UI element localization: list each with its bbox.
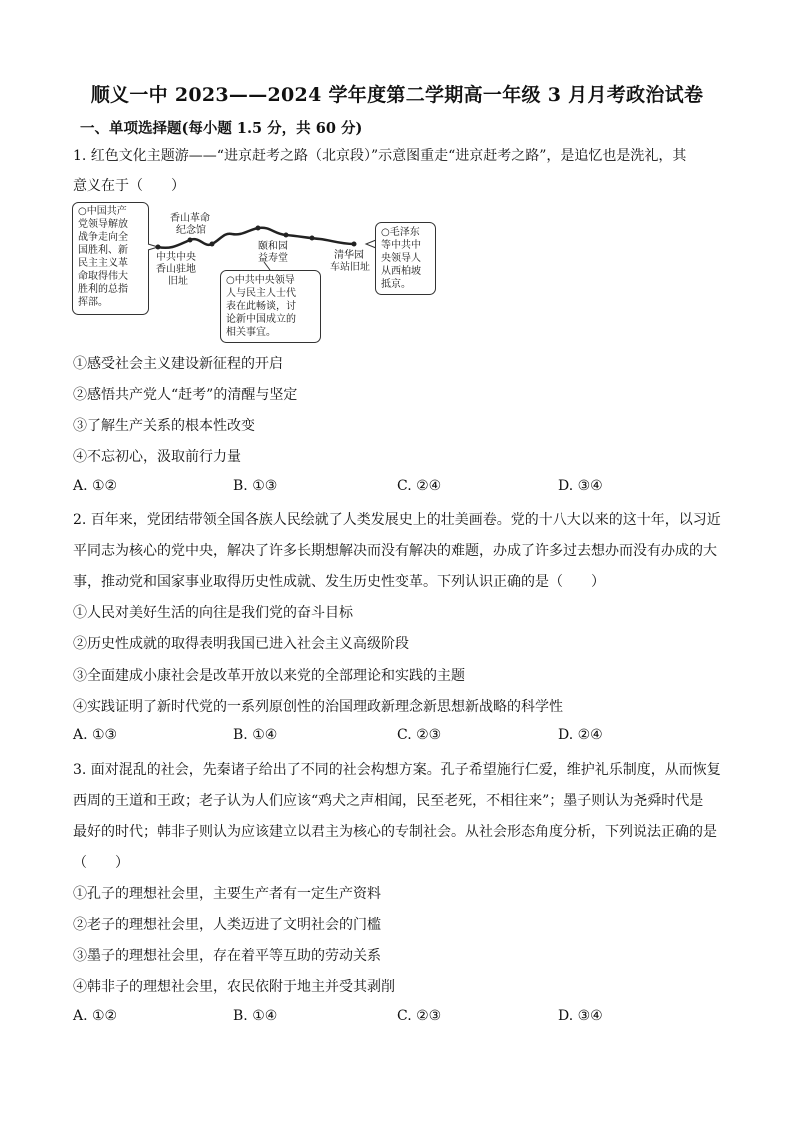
q1-stem-line: 意义在于（ ） <box>73 178 185 194</box>
svg-text:○中共中央领导: ○中共中央领导 <box>226 275 295 286</box>
svg-text:香山革命: 香山革命 <box>170 213 210 224</box>
q1-item-1: ①感受社会主义建设新征程的开启 <box>73 356 283 372</box>
svg-text:胜利的总指: 胜利的总指 <box>78 284 128 295</box>
q2-option-b[interactable]: B. ①④ <box>233 727 278 743</box>
q2-stem-line: 平同志为核心的党中央，解决了许多长期想解决而没有解决的难题，办成了许多过去想办而没有办成的大 <box>73 543 717 559</box>
svg-text:益寿堂: 益寿堂 <box>258 253 288 264</box>
route-point <box>352 242 357 247</box>
q3-item-2: ②老子的理想社会里，人类迈进了文明社会的门槛 <box>73 917 381 933</box>
label-qinghua <box>330 248 370 273</box>
svg-text:民主主义革: 民主主义革 <box>78 258 128 269</box>
svg-text:清华园: 清华园 <box>334 250 364 261</box>
route-point <box>284 233 289 238</box>
svg-text:纪念馆: 纪念馆 <box>176 225 206 236</box>
route-point <box>210 242 215 247</box>
q2-item-1: ①人民对美好生活的向往是我们党的奋斗目标 <box>73 605 353 621</box>
q2-item-2: ②历史性成就的取得表明我国已进入社会主义高级阶段 <box>73 636 409 652</box>
label-xiangshan-site <box>156 250 196 287</box>
svg-text:车站旧址: 车站旧址 <box>330 262 370 273</box>
q3-option-c[interactable]: C. ②③ <box>397 1008 442 1024</box>
svg-text:抵京。: 抵京。 <box>381 279 411 290</box>
q3-stem-line: 西周的王道和王政；老子认为人们应该“鸡犬之声相闻，民至老死，不相往来”；墨子则认为尧舜时代是 <box>73 793 704 809</box>
q1-option-b[interactable]: B. ①③ <box>233 478 278 494</box>
q3-item-1: ①孔子的理想社会里，主要生产者有一定生产资料 <box>73 886 381 902</box>
svg-text:等中共中: 等中共中 <box>381 240 421 251</box>
q1-route-diagram <box>72 200 438 345</box>
exam-title: 顺义一中 2023——2024 学年度第二学期高一年级 3 月月考政治试卷 <box>90 84 704 106</box>
route-point <box>156 245 161 250</box>
q1-stem-line: 1. 红色文化主题游——“进京赶考之路（北京段）”示意图重走“进京赶考之路”，是追忆也是洗礼，其 <box>73 148 687 164</box>
q1-option-d[interactable]: D. ③④ <box>558 478 603 494</box>
svg-text:中共中央: 中共中央 <box>156 252 196 263</box>
svg-text:从西柏坡: 从西柏坡 <box>381 266 421 277</box>
q3-item-3: ③墨子的理想社会里，存在着平等互助的劳动关系 <box>73 948 381 964</box>
svg-text:战争走向全: 战争走向全 <box>78 232 128 243</box>
svg-text:论新中国成立的: 论新中国成立的 <box>226 314 296 325</box>
route-point <box>256 226 261 231</box>
svg-text:○中国共产: ○中国共产 <box>78 206 127 217</box>
svg-text:香山驻地: 香山驻地 <box>156 264 196 275</box>
q2-stem-line: 事，推动党和国家事业取得历史性成就、发生历史性变革。下列认识正确的是（ ） <box>73 574 605 590</box>
q2-item-4: ④实践证明了新时代党的一系列原创性的治国理政新理念新思想新战略的科学性 <box>73 699 563 715</box>
q2-option-d[interactable]: D. ②④ <box>558 727 603 743</box>
svg-text:央领导人: 央领导人 <box>381 253 421 264</box>
q3-stem-line: 最好的时代；韩非子则认为应该建立以君主为核心的专制社会。从社会形态角度分析，下列说法正确的是 <box>73 824 717 840</box>
diagram-pointer-right <box>366 240 376 248</box>
label-yiheyuan <box>258 240 288 264</box>
q3-option-a[interactable]: A. ①② <box>73 1008 118 1024</box>
q1-option-a[interactable]: A. ①② <box>73 478 118 494</box>
svg-text:表在此畅谈，讨: 表在此畅谈，讨 <box>226 301 296 312</box>
label-xiangshan-memorial <box>170 211 210 236</box>
q2-stem-line: 2. 百年来，党团结带领全国各族人民绘就了人类发展史上的壮美画卷。党的十八大以来的这十年，以习近 <box>73 512 721 528</box>
q3-stem-line: （ ） <box>73 855 129 871</box>
q1-item-4: ④不忘初心，汲取前行力量 <box>73 449 241 465</box>
svg-text:相关事宜。: 相关事宜。 <box>226 327 276 338</box>
q1-option-c[interactable]: C. ②④ <box>397 478 442 494</box>
q3-stem-line: 3. 面对混乱的社会，先秦诸子给出了不同的社会构想方案。孔子希望施行仁爱，维护礼乐制度，从而恢复 <box>73 762 721 778</box>
svg-text:颐和园: 颐和园 <box>258 241 288 252</box>
svg-text:党领导解放: 党领导解放 <box>78 219 128 230</box>
section-heading: 一、单项选择题(每小题 1.5 分，共 60 分) <box>80 120 363 137</box>
q1-item-3: ③了解生产关系的根本性改变 <box>73 418 255 434</box>
svg-text:旧址: 旧址 <box>168 276 188 287</box>
svg-text:国胜利、新: 国胜利、新 <box>78 245 128 256</box>
svg-text:人与民主人士代: 人与民主人士代 <box>226 288 296 299</box>
q3-option-d[interactable]: D. ③④ <box>558 1008 603 1024</box>
route-point <box>188 238 193 243</box>
svg-text:○毛泽东: ○毛泽东 <box>381 227 420 238</box>
q2-option-a[interactable]: A. ①③ <box>73 727 118 743</box>
q3-option-b[interactable]: B. ①④ <box>233 1008 278 1024</box>
svg-text:命取得伟大: 命取得伟大 <box>78 271 128 282</box>
q2-option-c[interactable]: C. ②③ <box>397 727 442 743</box>
q2-item-3: ③全面建成小康社会是改革开放以来党的全部理论和实践的主题 <box>73 668 465 684</box>
q1-item-2: ②感悟共产党人“赶考”的清醒与坚定 <box>73 387 298 403</box>
svg-text:挥部。: 挥部。 <box>78 297 108 308</box>
q3-item-4: ④韩非子的理想社会里，农民依附于地主并受其剥削 <box>73 979 395 995</box>
route-point <box>310 236 315 241</box>
